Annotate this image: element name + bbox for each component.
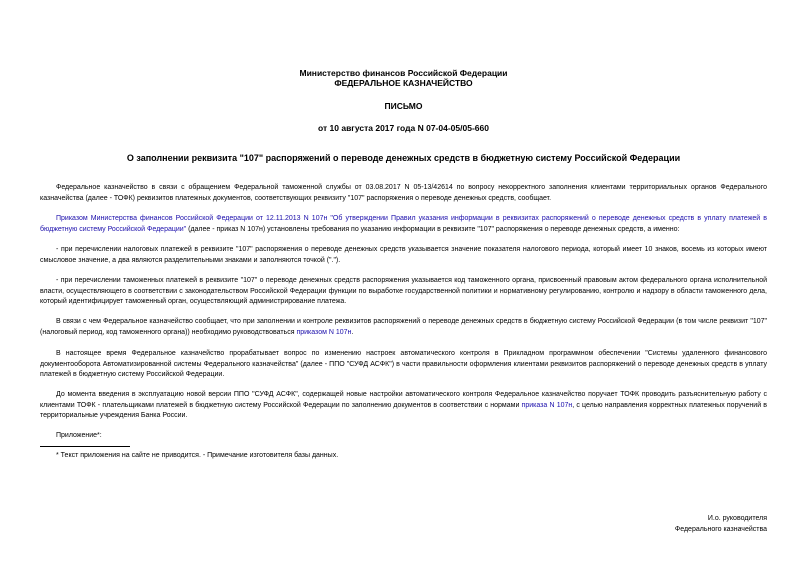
document-type: ПИСЬМО [384,101,423,111]
agency-name: ФЕДЕРАЛЬНОЕ КАЗНАЧЕЙСТВО [334,78,473,88]
paragraph-4: - при перечислении таможенных платежей в реквизите "107" о переводе денежных средств распоряжения указывается код таможенного органа, присвоенный правовым актом федерального органа исполнительной власти, осуществляющего в соответствии с законодательством Российской Федерации функции по выработке государственной политики и нормативному регулированию, контролю и надзору в области таможенного дела, который идентифицирует таможенный орган, осуществляющий администрирование платежа. [40,277,767,306]
footnote-divider [40,446,130,447]
paragraph-2-text: (далее - приказ N 107н) установлены требования по указанию информации в реквизите "107" распоряжения о переводе денежных средств, а именно: [186,225,680,233]
paragraph-7 [40,390,767,422]
order-107n-link-3[interactable]: приказа N 107н [521,401,573,409]
paragraph-2 [40,214,767,235]
document-title: О заполнении реквизита "107" распоряжений о переводе денежных средств в бюджетную систему Российской Федерации [126,153,681,163]
ministry-name: Министерство финансов Российской Федерации [299,68,508,78]
paragraph-5-text-a: В связи с чем Федеральное казначейство сообщает, что при заполнении и контроле реквизитов распоряжений о переводе денежных средств в бюджетную систему Российской Федерации (в том числе реквизит "107" (налоговый период, код таможенного органа)) необходимо руководствоваться [40,318,767,336]
signature-org: Федерального казначейства [674,526,767,533]
document-date-number: от 10 августа 2017 года N 07-04-05/05-660 [318,123,489,133]
paragraph-7-text-a: До момента введения в эксплуатацию новой версии ППО "СУФД АСФК", содержащей новые настройки автоматического контроля Федеральное казначейство поручает ТОФК проводить разъяснительную работу с клиентами ТОФК - плательщиками платежей в бюджетную систему Российской Федерации по заполнению документов в соответствии с нормами [40,391,767,409]
order-107n-link-2[interactable]: приказом N 107н [296,328,352,336]
paragraph-1: Федеральное казначейство в связи с обращением Федеральной таможенной службы от 03.08.2017 N 05-13/42614 по вопросу некорректного заполнения клиентами территориальных органов Федерального казначейства (далее - ТОФК) реквизитов платежных документов, соответствующих реквизиту "107" распоряжения о переводе денежных средств, сообщает. [40,184,767,202]
paragraph-5-text-b: . [351,328,354,336]
footnote: * Текст приложения на сайте не приводится. - Примечание изготовителя базы данных. [56,452,339,459]
paragraph-3: - при перечислении налоговых платежей в реквизите "107" распоряжения о переводе денежных средств указывается значение показателя налогового периода, который имеет 10 знаков, восемь из которых имеют смысловое значение, а два являются разделительными знаками и заполняются точкой ("."). [40,246,767,264]
order-107n-link[interactable]: Приказом Министерства финансов Российской Федерации от 12.11.2013 N 107н "Об утверждении Правил указания информации в реквизитах распоряжений о переводе денежных средств в уплату платежей в бюджетную систему Российской Федерации" [40,215,767,233]
paragraph-7-text-b: , с целью направления корректных платежных поручений в территориальные учреждения Банка России. [40,401,768,420]
paragraph-6: В настоящее время Федеральное казначейство прорабатывает вопрос по изменению настроек автоматического контроля в Прикладном программном обеспечении "Системы удаленного финансового документооборота Автоматизированной системы Федерального казначейства" (далее - ППО "СУФД АСФК") в части правильности оформления клиентами реквизитов распоряжений о переводе денежных средств в уплату платежей в бюджетную систему Российской Федерации. [40,350,767,379]
signature-position: И.о. руководителя [707,515,767,522]
attachment-label: Приложение*: [56,432,102,439]
paragraph-5 [40,317,767,338]
